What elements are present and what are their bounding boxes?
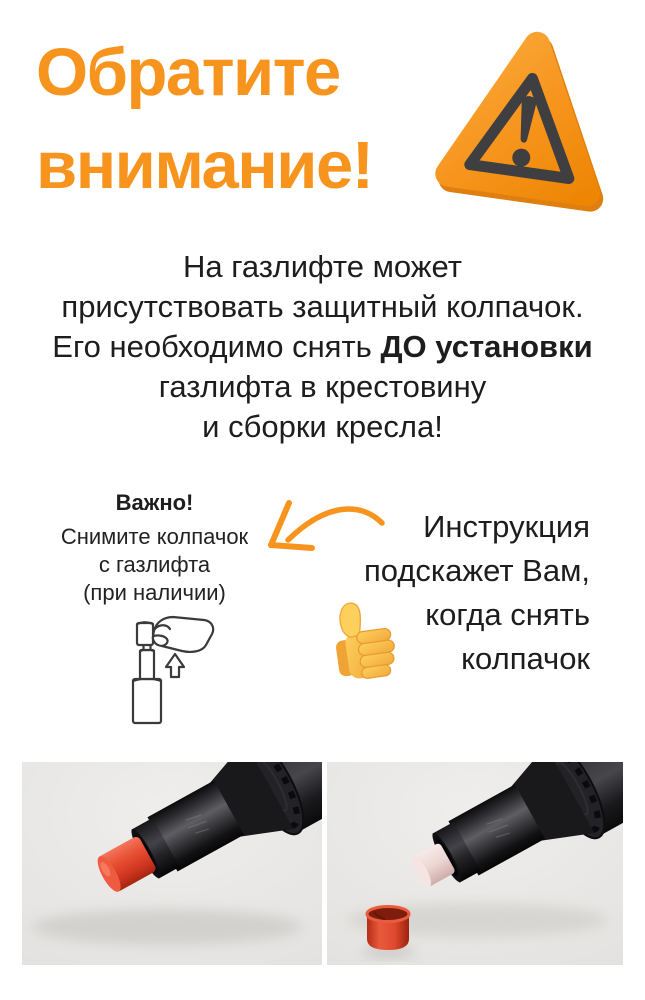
red-cap-on-table <box>362 907 416 958</box>
notice-line: На газлифте может <box>183 249 462 284</box>
page-title-line1: Обратите <box>36 35 340 110</box>
photo-row <box>22 762 623 965</box>
page-title <box>36 26 373 212</box>
instruction-line: колпачок <box>461 641 590 676</box>
page-title-line2: внимание! <box>36 128 373 203</box>
important-line: с газлифта <box>98 552 211 577</box>
thumbs-up-icon <box>321 596 399 682</box>
notice-text <box>0 247 645 447</box>
notice-line3-regular: Его необходимо снять <box>52 329 372 364</box>
instruction-line: Инструкция <box>423 509 590 544</box>
notice-line3-bold: ДО установки <box>380 329 593 364</box>
important-title: Важно! <box>115 490 194 515</box>
notice-line: газлифта в крестовину <box>158 369 487 404</box>
notice-line <box>0 327 645 367</box>
photo-gaslift-cap-removed <box>327 762 623 965</box>
instruction-line: когда снять <box>425 597 590 632</box>
instruction-line: подскажет Вам, <box>363 553 590 588</box>
notice-line: присутствовать защитный колпачок. <box>61 289 584 324</box>
cap-removal-diagram-icon <box>106 615 228 727</box>
important-line: Снимите колпачок <box>60 524 249 549</box>
notice-line: и сборки кресла! <box>202 409 443 444</box>
photo-gaslift-with-cap <box>22 762 322 965</box>
important-line: (при наличии) <box>83 580 226 605</box>
instruction-note <box>260 505 590 681</box>
warning-triangle-icon <box>430 20 622 220</box>
important-note <box>32 490 277 727</box>
